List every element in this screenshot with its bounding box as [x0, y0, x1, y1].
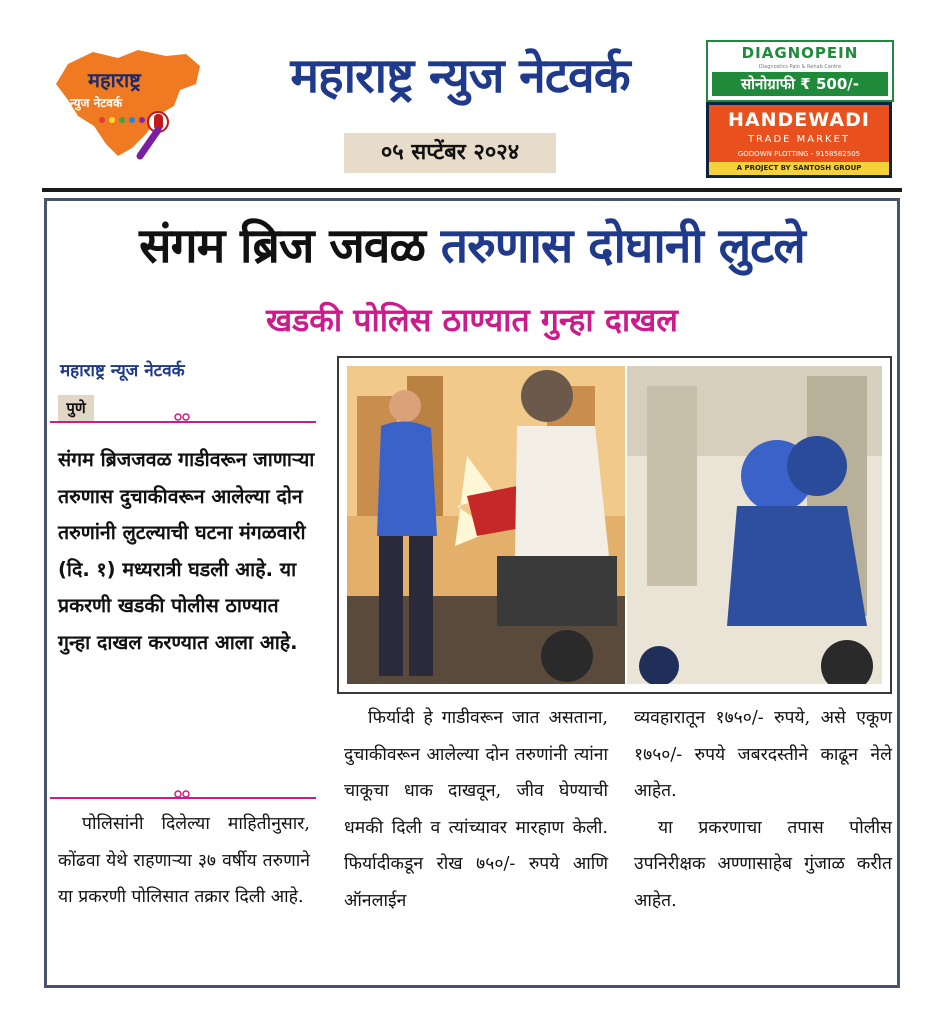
ornament-divider-icon	[50, 410, 316, 428]
ad-footer: A PROJECT BY SANTOSH GROUP	[709, 162, 889, 175]
dateline-place: पुणे	[58, 395, 94, 421]
masthead-title: महाराष्ट्र न्युज नेटवर्क	[290, 48, 630, 104]
masthead-rule	[42, 188, 902, 192]
headline-part-1: संगम ब्रिज जवळ	[139, 218, 425, 274]
logo-dots-icon	[98, 116, 158, 124]
logo-line-1: महाराष्ट्र	[88, 68, 141, 92]
ad-subtitle: TRADE MARKET	[747, 134, 851, 145]
ad-handewadi[interactable]	[706, 102, 892, 178]
ad-brand: DIAGNOPEIN	[741, 44, 859, 62]
ad-detail: GODOWN PLOTTING - 9158582505	[737, 150, 861, 158]
ornament-divider-icon	[50, 788, 316, 806]
lead-paragraph: संगम ब्रिजजवळ गाडीवरून जाणाऱ्या तरुणास दुचाकीवरून आलेल्या दोन तरुणांनी लुटल्याची घटना मंगळवारी (दि. १) मध्यरात्री घडली आहे. या प्रकरणी खडकी पोलीस ठाण्यात गुन्हा दाखल करण्यात आला आहे.	[58, 448, 315, 654]
col3-paragraph-2: या प्रकरणाचा तपास पोलीस उपनिरीक्षक अण्णासाहेब गुंजाळ करीत आहेत.	[634, 817, 892, 911]
col3-paragraph-1: व्यवहारातून १७५०/- रुपये, असे एकूण १७५०/- रुपये जबरदस्तीने काढून नेले आहेत.	[634, 708, 892, 801]
ad-diagnopein[interactable]	[706, 40, 894, 102]
headline-part-2: तरुणास दोघानी लुटले	[440, 218, 805, 274]
ad-tagline: Diagnostics Pain & Rehab Centre	[758, 64, 842, 70]
logo-line-2: न्युज नेटवर्क	[70, 96, 123, 110]
ad-offer: सोनोग्राफी ₹ 500/-	[712, 72, 888, 96]
issue-date: ०५ सप्टेंबर २०२४	[344, 133, 556, 173]
subheadline: खडकी पोलिस ठाण्यात गुन्हा दाखल	[266, 301, 678, 339]
body-column-3	[634, 700, 892, 919]
robbery-illustration-icon	[347, 366, 882, 684]
byline: महाराष्ट्र न्यूज नेटवर्क	[60, 361, 185, 381]
body-column-2: फिर्यादी हे गाडीवरून जात असताना, दुचाकीवरून आलेल्या दोन तरुणांनी त्यांना चाकूचा धाक दाखवून, जीव घेण्याची धमकी दिली व त्यांच्यावर मारहाण केली. फिर्यादीकडून रोख ७५०/- रुपये आणि ऑनलाईन	[344, 708, 608, 911]
brand-logo	[48, 44, 208, 162]
article-illustration	[337, 356, 892, 694]
ad-title: HANDEWADI	[728, 109, 870, 131]
body-column-1: पोलिसांनी दिलेल्या माहितीनुसार, कोंढवा येथे राहणाऱ्या ३७ वर्षीय तरुणाने या प्रकरणी पोलिसात तक्रार दिली आहे.	[58, 814, 310, 907]
headline	[48, 212, 896, 277]
